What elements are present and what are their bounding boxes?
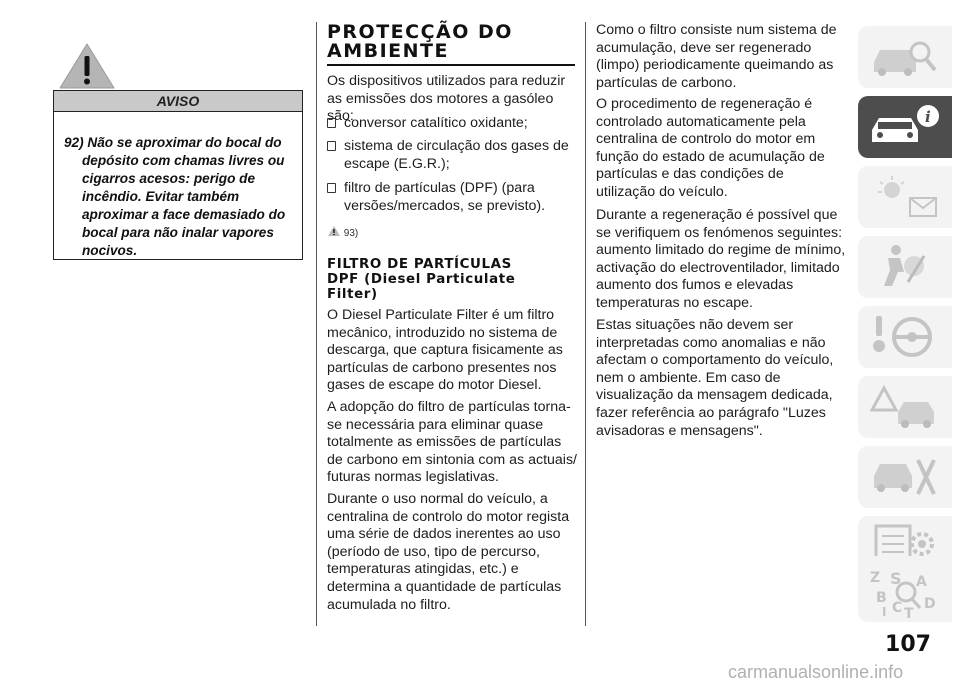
right-paragraph-4: Estas situações não devem ser interpretadas como anomalias e não afectam o comportamento do veículo, nem o ambiente. Em caso de visualização da mensagem dedicada, fazer referência ao parágrafo "Luzes avisadoras e mensagens".: [596, 317, 834, 439]
car-service-icon: [868, 452, 942, 502]
warning-triangle-icon: [58, 42, 116, 90]
index-letter: C: [892, 600, 903, 616]
sidebar-tab-safety[interactable]: [858, 236, 952, 298]
sidebar-tab-index[interactable]: [858, 556, 952, 622]
sidebar-tab-car-info[interactable]: [858, 96, 952, 158]
car-search-icon: [868, 32, 942, 82]
column-divider-right: [585, 22, 586, 626]
checkbox-bullet-icon: [327, 183, 336, 193]
car-info-icon: [868, 102, 942, 152]
index-letter: I: [882, 605, 887, 619]
warning-text: 92) Não se aproximar do bocal do depósito com chamas livres ou cigarros acesos: perigo de incêndio. Evitar também aproximar a face demasiado do bocal para não inalar vapores nocivos.: [64, 135, 286, 258]
sidebar-tab-service[interactable]: [858, 446, 952, 508]
checkbox-bullet-icon: [327, 118, 336, 128]
right-paragraph-1: Como o filtro consiste num sistema de acumulação, deve ser regenerado (limpo) periodicamente queimando as partículas de carbono.: [596, 22, 837, 91]
airbag-safety-icon: [868, 242, 942, 292]
section-heading-line2: AMBIENTE: [327, 40, 449, 62]
lights-messages-icon: [868, 172, 942, 222]
section-heading: [327, 23, 575, 66]
right-paragraph-3: Durante a regeneração é possível que se verifiquem os fenómenos seguintes: aumento limitado do regime de mínimo, activação do electroventilador, limitado aumento dos fumos e elevadas temperaturas no escape.: [596, 207, 846, 311]
warning-box: [53, 90, 303, 260]
index-letter: D: [924, 596, 936, 612]
subsection-heading: FILTRO DE PARTÍCULAS DPF (Diesel Particulate Filter): [327, 257, 516, 302]
list-item: conversor catalítico oxidante;: [327, 115, 577, 133]
index-letter: S: [890, 569, 902, 588]
intro-paragraph: Os dispositivos utilizados para reduzir as emissões dos motores a gasóleo são:: [327, 73, 566, 125]
warning-triangle-car-icon: [868, 382, 942, 432]
index-letter: T: [904, 606, 914, 622]
index-letter: Z: [870, 570, 881, 586]
dpf-paragraph-2: A adopção do filtro de partículas torna-se necessária para eliminar quase totalmente as emissões de partículas de carbono em sintonia com as actuais/ futuras normas legislativas.: [327, 399, 577, 486]
right-paragraph-2: O procedimento de regeneração é controlado automaticamente pela centralina de controlo do motor em função do estado de acumulação de partículas e das condições de utilização do veículo.: [596, 96, 825, 200]
list-item: sistema de circulação dos gases de escape (E.G.R.);: [327, 138, 577, 173]
section-heading-line1: PROTECÇÃO DO: [327, 21, 513, 43]
column-divider-left: [316, 22, 317, 626]
sidebar-tab-emergency[interactable]: [858, 376, 952, 438]
warning-reference: 93): [327, 225, 358, 239]
svg-text:i: i: [925, 108, 931, 126]
index-icon: [868, 562, 942, 622]
index-letter: A: [916, 574, 927, 590]
page-number: 107: [885, 632, 931, 657]
sidebar-tab-car-search[interactable]: [858, 26, 952, 88]
dpf-paragraph-3: Durante o uso normal do veículo, a centralina de controlo do motor regista uma série de dados inerentes ao uso (período de uso, tipo de percurso, temperaturas atingidas, etc.) e determina a quantidade de partículas acumulada no filtro.: [327, 491, 570, 613]
small-warning-icon: [327, 225, 341, 237]
warning-title: AVISO: [54, 91, 302, 112]
checkbox-bullet-icon: [327, 141, 336, 151]
sidebar-tab-driving[interactable]: [858, 306, 952, 368]
sidebar-tab-lights-messages[interactable]: [858, 166, 952, 228]
steering-wheel-icon: [868, 312, 942, 362]
index-letter: B: [876, 590, 887, 606]
dpf-paragraph-1: O Diesel Particulate Filter é um filtro mecânico, introduzido no sistema de descarga, que captura fisicamente as partículas de carbono presentes nos gases de escape do motor Diesel.: [327, 307, 563, 394]
watermark: carmanualsonline.info: [728, 662, 904, 682]
list-item: filtro de partículas (DPF) (para versões/mercados, se previsto).: [327, 180, 577, 215]
